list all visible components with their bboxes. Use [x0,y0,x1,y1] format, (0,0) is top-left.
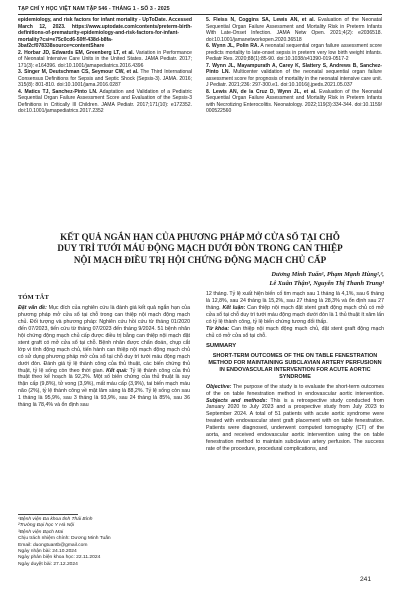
reference-authors: 5. Fleiss N, Coggins SA, Lewis AN, et al. [206,17,315,23]
affiliation-2: ²Trường Đại học Y Hà Nội [18,523,75,529]
conclusion-text: Can thiệp nội mạch đặt stent graft động mạch chủ có mở cửa sổ tại chỗ duy trì tưới máu động mạch dưới đòn là 1 thủ thuật ít xâm lấn có tỷ lệ thành công, tỷ lệ biến chứng tương đối thấp. [206,304,384,325]
keywords [206,326,384,340]
reference-text: The Third International Consensus Definitions for Sepsis and Septic Shock (Sepsis-3). JAMA. 2016; 315(8): 801-810. doi:10.1001/jama.2016.0287 [18,69,192,88]
references-left-column [18,17,192,115]
references-right-column [206,17,382,115]
affiliation-1: ¹Bệnh viện Đa khoa tỉnh Thái Bình [18,517,93,522]
reference-text: Evaluation of the Neonatal Sequential Organ Failure Assessment and Mortality Risk in Preterm Infants With Late-Onset Infection. JAMA Netw Open. 2021;4(2): e2036518. doi:10.1001/jamanetworkopen.2020.36518 [206,17,383,43]
reference-text: Variation in Performance of Neonatal Intensive Care Units in the United States. JAMA Pediatr. 2017; 171(3): e164396. doi:10.1001/jamapediatrics.2016.4396 [18,49,192,69]
reference-text: A neonatal sequential organ failure assessment score predicts mortality to late-onset sepsis in preterm very low birth weight infants. Pediatr Res. 2020;88(1):85-90. doi:10.1038/s41390-019-0517-2 [206,43,382,62]
article-title [24,232,376,266]
title-line: KẾT QUẢ NGẮN HẠN CỦA PHƯƠNG PHÁP MỞ CỬA SỔ TẠI CHỖ [60,232,340,242]
methods-label-en: Subjects and methods: [206,397,268,404]
abstract-vietnamese [18,295,190,409]
corresponding-author: Chịu trách nhiệm chính: Dương Minh Tuấn [18,536,111,542]
date-received: Ngày nhận bài: 24.10.2024 [18,549,77,555]
methods-text-en: This is a retrospective study conducted from January 2020 to July 2023 and a prospective study from July 2023 to September 2024. A total of 51 patients with acute aortic syndrome were treated with endovascular stent graft placement with on table fenestration. Patients were diagnosed, underwent computed tomography (CT) of the aorta, and received endovascular aortic intervention using the on table fenestration method to maintain subclavian artery perfusion. The success rate of the procedure, procedural complications, and [206,397,384,453]
reference-text: Multicenter validation of the neonatal sequential organ failure assessment score for prognosis of mortality in the neonatal intensive care unit. J Pediatr. 2021;236: 297-300.e1. doi:10.1016/j.jpeds.2021.05.037 [206,69,382,88]
reference-text: Adaptation and Validation of a Pediatric Sequential Organ Failure Assessment Score and Evaluation of the Sepsis-3 Definitions in Critically Ill Children. JAMA Pediatr. 2017;171(10): e172352. doi:10.1001/jamapediatrics.2017.2352 [18,88,192,114]
abstract-heading: TÓM TẮT [18,294,49,301]
objective-label-en: Objective: [206,383,232,390]
reference-item [206,43,382,63]
reference-item [206,89,382,115]
contact-email: Email: duongtuantb@gmail.com [18,542,88,548]
date-reviewed: Ngày phản biện khoa học: 22.11.2024 [18,555,101,561]
reference-authors: 8. Lewis AN, de la Cruz D, Wynn JL, et al. [206,88,317,95]
results-text: Tỷ lệ thành công của thủ thuật theo kế hoạch là 92,2%. Một số biến chứng của thủ thuật là suy thận cấp (9,8%), tử vong (3,9%), mất máu cấp (3,9%), tai biến mạch máu não (2%), tỷ lệ thành công về mặt lâm sàng là 88,2%. Tỷ lệ sống còn sau 1 tháng là 95,9%, sau 3 tháng là 93,9%, sau 24 tháng là 85%, sau 36 tháng là 78,4% và ổn định sau [18,367,190,409]
reference-text: Evaluation of the Neonatal Sequential Organ Failure Assessment and Mortality Risk in Preterm Infants with Necrotizing Enterocolitis. Neonatology. 2022;119(3):334-344. doi:10.1159/ 000522560 [206,88,382,114]
summary-heading: SUMMARY [206,342,237,349]
keywords-label: Từ khóa: [206,325,230,332]
reference-item [206,63,382,89]
title-line: DUY TRÌ TƯỚI MÁU ĐỘNG MẠCH DƯỚI ĐÒN TRONG CAN THIỆP [57,243,343,254]
page-number: 241 [360,576,372,583]
date-accepted: Ngày duyệt bài: 27.12.2024 [18,561,78,567]
journal-header: TẠP CHÍ Y HỌC VIỆT NAM TẬP 546 - THÁNG 1 - SỐ 3 - 2025 [18,6,170,12]
reference-item [18,17,192,50]
reference-authors: 7. Wynn JL, Mayampurath A, Carey K, Slattery S, Andrews B, Sanchez-Pinto LN. [206,62,382,75]
abstract-body [18,305,190,409]
reference-item [206,17,382,43]
header-rule [18,14,382,15]
title-line: NỘI MẠCH ĐIỀU TRỊ HỘI CHỨNG ĐỘNG MẠCH CHỦ CẤP [73,254,327,265]
reference-text: epidemiology, and risk factors for infant mortality - UpToDate. Accessed March 12, 2023. https://www.uptodate.com/contents/preterm-birth-definitions-of-prematurity-epidemiology-and-risk-factors-for-infant-mortality?csi=e75c0cd6-50ff-438d-b8fa-3baf2cf078338source=contentShare [18,17,192,49]
author-line: Lê Xuân Thận³, Nguyễn Thị Thanh Trung¹ [269,279,384,287]
english-abstract-body [206,384,384,454]
objective-text: Mục đích của nghiên cứu là đánh giá kết quả ngắn hạn của phương pháp mở cửa sổ tại chỗ trong can thiệp nội mạch động mạch chủ. Đối tượng và phương pháp: Nghiên cứu hồi cứu từ tháng 01/2020 đến 07/2023, tiến cứu từ tháng 07/2023 đến tháng 9/2024. 51 bệnh nhân hội chứng động mạch chủ cấp được điều trị bằng can thiệp nội mạch đặt stent graft có mở cửa sổ tại chỗ. Bệnh nhân được chẩn đoán, chụp cắt lớp vi tính động mạch chủ, tiến hành can thiệp nội mạch động mạch chủ có sử dụng phương pháp mở cửa sổ tại chỗ duy trì tưới máu động mạch dưới đòn. Đánh giá tỷ lệ thành công của thủ thuật, các biến chứng thủ thuật, tỷ lệ sống còn theo thời gian. [18,304,190,374]
conclusion-label: Kết luận: [222,304,246,311]
keywords-text: Can thiệp nội mạch động mạch chủ, đặt stent graft động mạch chủ có mở cửa sổ tại chỗ. [206,325,384,339]
reference-item [18,69,192,89]
author-line: Dương Minh Tuấn¹, Phạm Mạnh Hùng²,³, [271,271,384,278]
continuation-text: 12 tháng. Tỷ lệ xuất hiện biến cố tim mạch sau 1 tháng là 4,1%, sau 6 tháng là 12,8%, sau 24 tháng là 15,2%, sau 27 tháng là 28,3% và ổn định sau 27 tháng. [206,291,384,311]
reference-item [18,50,192,70]
right-text-column [206,291,384,453]
reference-item [18,89,192,115]
reference-authors: 4. Matics TJ, Sanchez-Pinto LN. [18,88,98,95]
footnote-rule [18,514,78,515]
abstract-continuation [206,291,384,326]
author-list [196,271,384,288]
reference-authors: 6. Wynn JL, Polin RA. [206,43,259,49]
affiliation-3: ³Bệnh viện Bạch Mai [18,529,64,535]
results-label: Kết quả: [106,367,128,374]
english-title: SHORT-TERM OUTCOMES OF THE ON TABLE FENESTRATION METHOD FOR MAINTAINING SUBCLAVIAN ARTERY PERFUSIONN IN ENDOVASCULAR INTERVENTION FOR ACUTE AORTIC SYNDROME [208,352,382,380]
footnotes [18,517,190,568]
objective-label: Đặt vấn đề: [18,304,47,311]
objective-text-en: The purpose of the study is to evaluate the short-term outcomes of the on table fenestration method in endovascular aortic intervention. [206,383,384,397]
reference-authors: 3. Singer M, Deutschman CS, Seymour CW, et al. [18,69,139,75]
reference-authors: 2. Horbar JD, Edwards EM, Greenberg LT, et al. [18,49,134,56]
